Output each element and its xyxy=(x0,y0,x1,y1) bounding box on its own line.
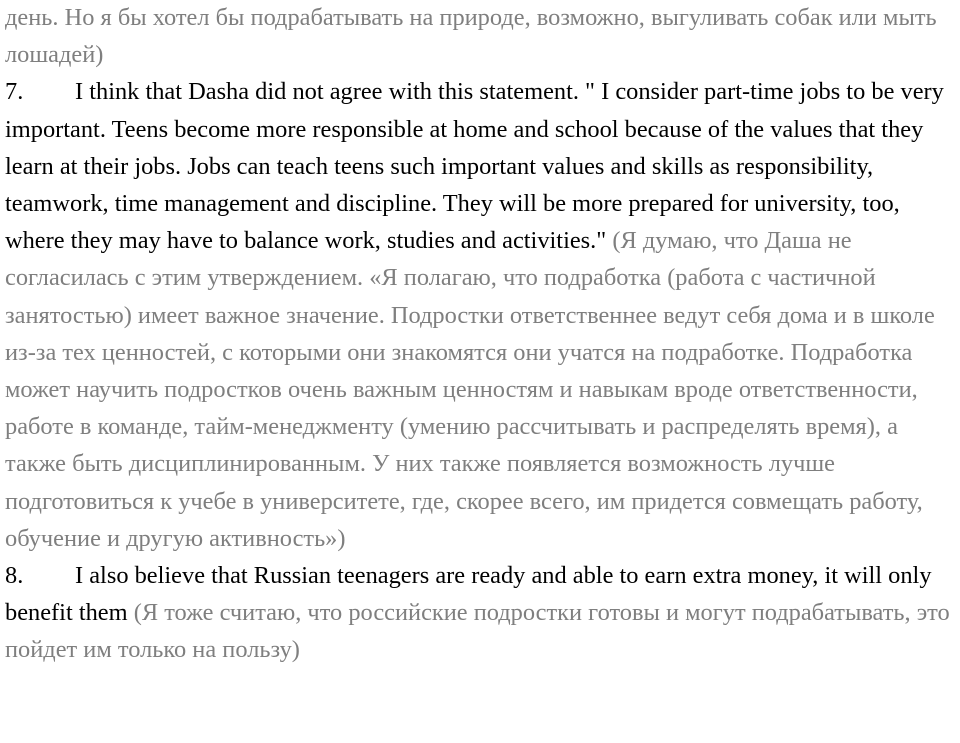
item-7-russian-translation: (Я думаю, что Даша не согласилась с этим утверждением. «Я полагаю, что подработка (работа с частичной занятостью) имеет важное значение. Подростки ответственнее ведут себя дома и в школе из-за тех ценностей, с которыми они знакомятся они учатся на подработке. Подработка может научить подростков очень важным ценностям и навыкам вроде ответственности, работе в команде, тайм-менеджменту (умению рассчитывать и распределять время), а также быть дисциплинированным. У них также появляется возможность лучше подготовиться к учебе в университете, где, скорее всего, им придется совмещать работу, обучение и другую активность») xyxy=(5,227,935,552)
item-8-number: 8. xyxy=(5,562,24,590)
item-8-english-text: I also believe that Russian teenagers are ready and able to earn extra money, it will only benefit them xyxy=(5,562,932,627)
item-7-number: 7. xyxy=(5,78,24,106)
item-8 xyxy=(5,557,952,669)
intro-paragraph xyxy=(5,0,952,73)
intro-russian-text: день. Но я бы хотел бы подрабатывать на природе, возможно, выгуливать собак или мыть лошадей) xyxy=(5,4,937,69)
item-7 xyxy=(5,73,952,557)
item-7-english-text: I think that Dasha did not agree with this statement. " I consider part-time jobs to be very important. Teens become more responsible at home and school because of the values that they learn at their jobs. Jobs can teach teens such important values and skills as responsibility, teamwork, time management and discipline. They will be more prepared for university, too, where they may have to balance work, studies and activities." xyxy=(5,78,944,255)
item-8-russian-translation: (Я тоже считаю, что российские подростки готовы и могут подрабатывать, это пойдет им только на пользу) xyxy=(5,599,950,664)
